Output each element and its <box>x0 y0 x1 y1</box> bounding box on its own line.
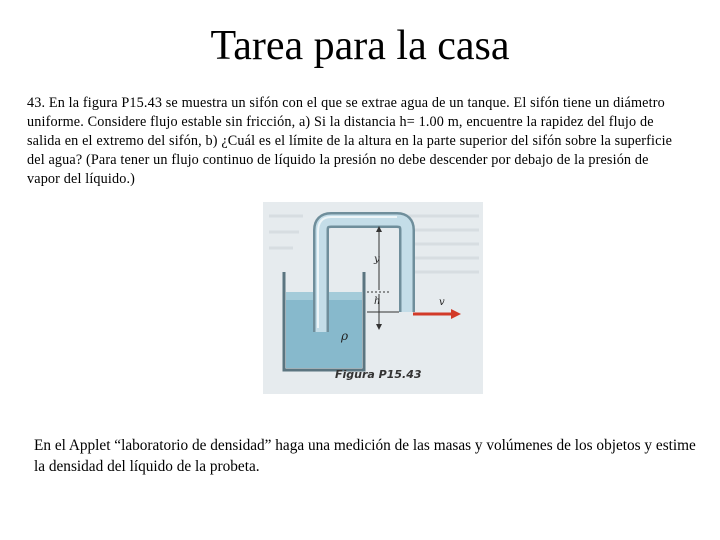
slide-title: Tarea para la casa <box>210 23 510 69</box>
applet-task: En el Applet “laboratorio de densidad” haga una medición de las masas y volúmenes de los objetos y estime la densidad del líquido de la probeta. <box>34 437 696 475</box>
siphon-figure <box>263 202 483 394</box>
label-rho: ρ <box>341 329 349 343</box>
figure-caption: Figura P15.43 <box>335 368 422 381</box>
problem-statement: 43. En la figura P15.43 se muestra un sifón con el que se extrae agua de un tanque. El sifón tiene un diámetro uniforme. Considere flujo estable sin fricción, a) Si la distancia h= 1.00 m, encuentre la rapidez del flujo de salida en el extremo del sifón, b) ¿Cuál es el límite de la altura en la parte superior del sifón sobre la superficie del agua? (Para tener un flujo continuo de líquido la presión no debe descender por debajo de la presión de vapor del líquido.) <box>27 95 673 187</box>
siphon-diagram <box>263 202 483 394</box>
label-h: h <box>374 296 381 307</box>
label-y: y <box>374 254 380 265</box>
label-v: v <box>439 297 445 308</box>
